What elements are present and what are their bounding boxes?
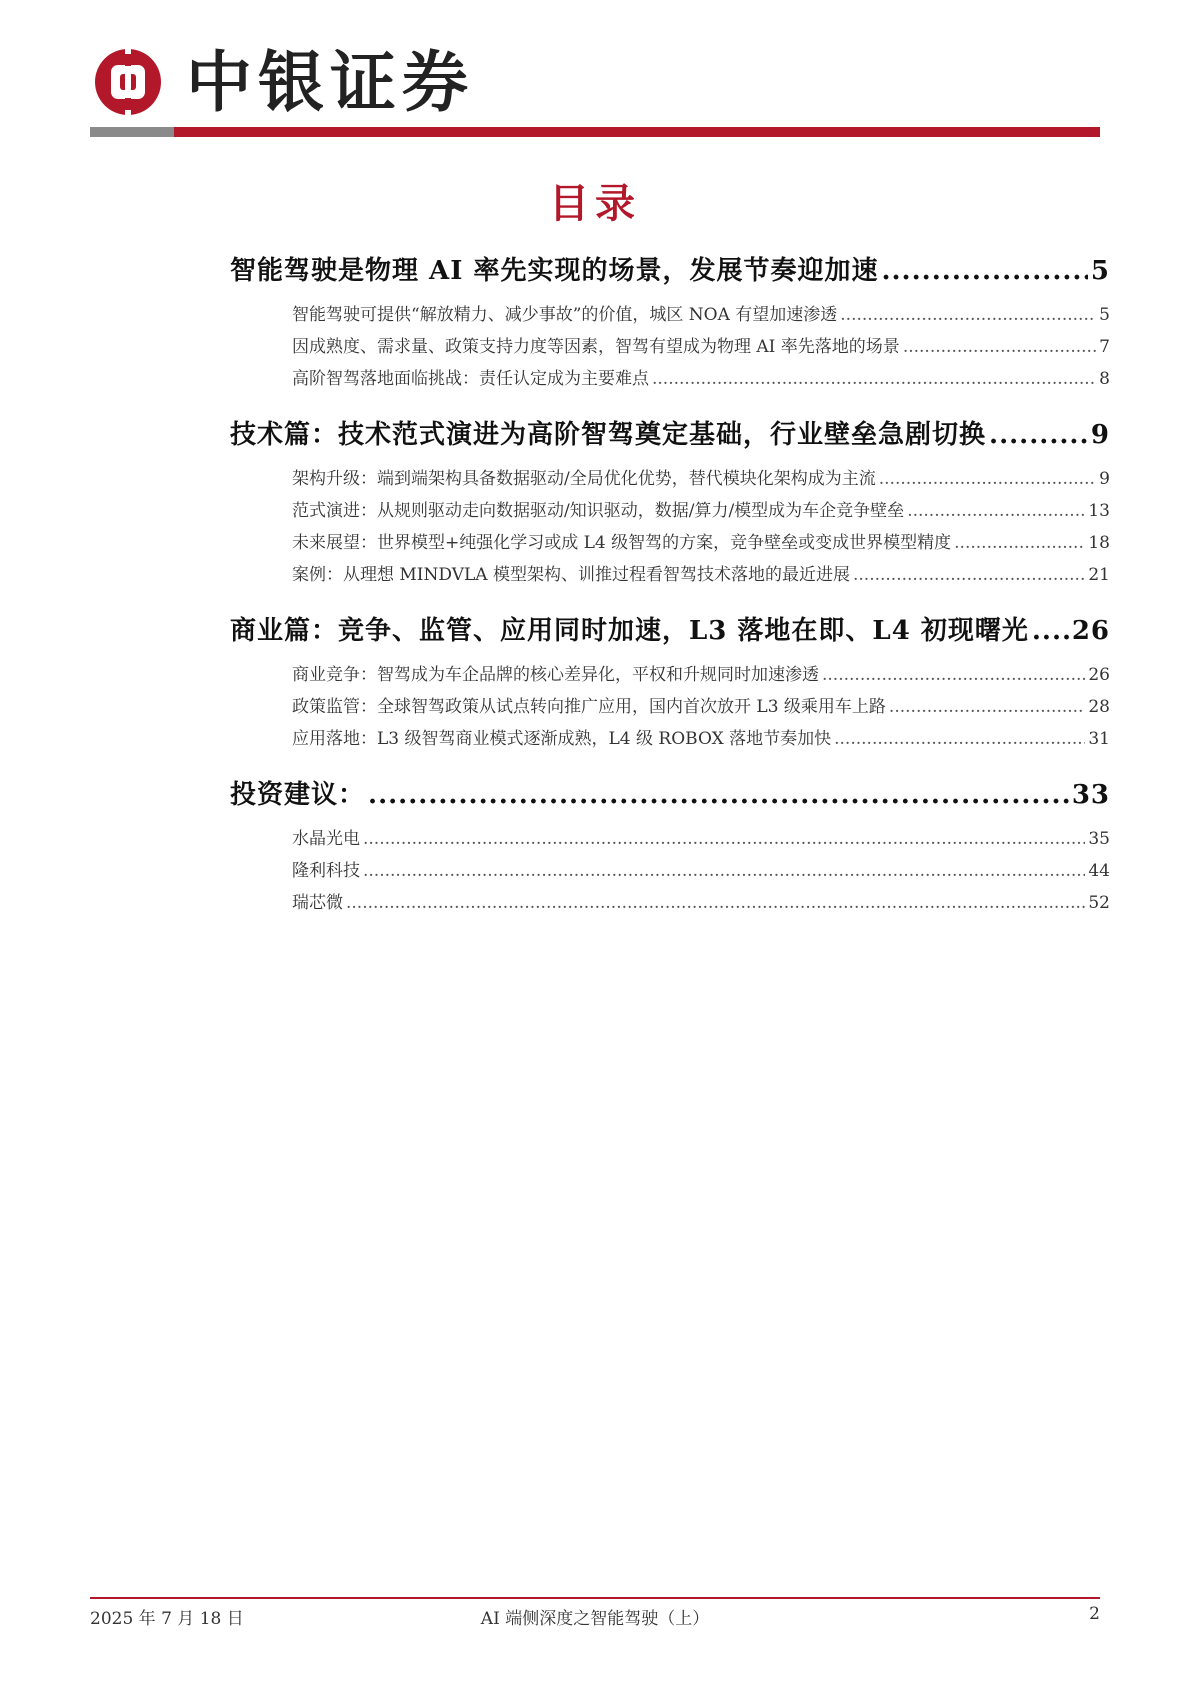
leader-dots	[903, 337, 1096, 357]
toc-entry[interactable]	[292, 332, 1110, 364]
toc-entry[interactable]	[292, 300, 1110, 332]
toc-entry-page: 5	[1099, 305, 1110, 325]
toc-section[interactable]	[230, 250, 1110, 294]
toc-entry-title: 水晶光电	[292, 829, 360, 849]
toc-entry-page: 21	[1088, 565, 1110, 585]
leader-dots	[1032, 616, 1069, 646]
brand-logo-icon	[92, 46, 164, 118]
leader-dots	[853, 565, 1085, 585]
leader-dots	[822, 665, 1085, 685]
leader-dots	[889, 697, 1085, 717]
toc-entry-page: 26	[1088, 665, 1110, 685]
toc-entry[interactable]	[292, 660, 1110, 692]
toc-section-title: 投资建议：	[230, 780, 366, 810]
toc-section[interactable]	[230, 774, 1110, 818]
footer-date: 2025 年 7 月 18 日	[90, 1609, 244, 1629]
toc-entry[interactable]	[292, 528, 1110, 560]
toc-section-page: 33	[1071, 780, 1110, 810]
footer-doc-title: AI 端侧深度之智能驾驶（上）	[480, 1609, 710, 1629]
toc-entry[interactable]	[292, 464, 1110, 496]
toc-entry-title: 政策监管：全球智驾政策从试点转向推广应用，国内首次放开 L3 级乘用车上路	[292, 697, 886, 717]
table-of-contents	[230, 250, 1110, 920]
toc-entry-page: 28	[1088, 697, 1110, 717]
footer-page-number: 2	[1089, 1604, 1100, 1624]
leader-dots	[907, 501, 1085, 521]
toc-entry-title: 智能驾驶可提供“解放精力、减少事故”的价值，城区 NOA 有望加速渗透	[292, 305, 838, 325]
toc-entry-page: 52	[1088, 893, 1110, 913]
toc-entry-page: 31	[1088, 729, 1110, 749]
leader-dots	[879, 469, 1096, 489]
toc-section-page: 5	[1090, 256, 1110, 286]
leader-dots	[881, 256, 1087, 286]
toc-section[interactable]	[230, 610, 1110, 654]
toc-entry-page: 18	[1088, 533, 1110, 553]
toc-entry-page: 8	[1099, 369, 1110, 389]
toc-section[interactable]	[230, 414, 1110, 458]
toc-entry[interactable]	[292, 692, 1110, 724]
toc-entry[interactable]	[292, 364, 1110, 396]
leader-dots	[363, 861, 1085, 881]
leader-dots	[834, 729, 1085, 749]
toc-entry[interactable]	[292, 496, 1110, 528]
toc-entry[interactable]	[292, 560, 1110, 592]
leader-dots	[368, 780, 1069, 810]
toc-entry[interactable]	[292, 888, 1110, 920]
toc-entry-page: 7	[1099, 337, 1110, 357]
toc-section-page: 9	[1090, 420, 1110, 450]
page-footer	[90, 1604, 1100, 1632]
toc-entry-title: 架构升级：端到端架构具备数据驱动/全局优化优势，替代模块化架构成为主流	[292, 469, 876, 489]
leader-dots	[954, 533, 1085, 553]
leader-dots	[652, 369, 1096, 389]
toc-entry-title: 案例：从理想 MINDVLA 模型架构、训推过程看智驾技术落地的最近进展	[292, 565, 850, 585]
leader-dots	[363, 829, 1085, 849]
toc-entry-page: 13	[1088, 501, 1110, 521]
toc-entry-title: 因成熟度、需求量、政策支持力度等因素，智驾有望成为物理 AI 率先落地的场景	[292, 337, 900, 357]
toc-entry-page: 9	[1099, 469, 1110, 489]
toc-entry[interactable]	[292, 824, 1110, 856]
leader-dots	[346, 893, 1085, 913]
toc-entry-title: 未来展望：世界模型+纯强化学习或成 L4 级智驾的方案，竞争壁垒或变成世界模型精度	[292, 533, 952, 553]
toc-entry-title: 高阶智驾落地面临挑战：责任认定成为主要难点	[292, 369, 649, 389]
toc-title: 目录	[549, 180, 641, 227]
toc-entry-title: 应用落地：L3 级智驾商业模式逐渐成熟，L4 级 ROBOX 落地节奏加快	[292, 729, 832, 749]
toc-entry-title: 范式演进：从规则驱动走向数据驱动/知识驱动，数据/算力/模型成为车企竞争壁垒	[292, 501, 905, 521]
leader-dots	[840, 305, 1096, 325]
toc-entry-title: 隆利科技	[292, 861, 360, 881]
toc-entry-page: 44	[1088, 861, 1110, 881]
toc-section-page: 26	[1071, 616, 1110, 646]
toc-entry-title: 商业竞争：智驾成为车企品牌的核心差异化，平权和升规同时加速渗透	[292, 665, 819, 685]
toc-section-title: 技术篇：技术范式演进为高阶智驾奠定基础，行业壁垒急剧切换	[230, 420, 987, 450]
toc-entry[interactable]	[292, 724, 1110, 756]
toc-entry-page: 35	[1088, 829, 1110, 849]
toc-section-title: 商业篇：竞争、监管、应用同时加速，L3 落地在即、L4 初现曙光	[230, 616, 1029, 646]
toc-entry-title: 瑞芯微	[292, 893, 343, 913]
toc-entry[interactable]	[292, 856, 1110, 888]
footer-divider	[90, 1597, 1100, 1599]
leader-dots	[989, 420, 1088, 450]
brand-name: 中银证券	[186, 43, 474, 121]
header-divider	[90, 127, 1100, 137]
toc-section-title: 智能驾驶是物理 AI 率先实现的场景，发展节奏迎加速	[230, 256, 879, 286]
